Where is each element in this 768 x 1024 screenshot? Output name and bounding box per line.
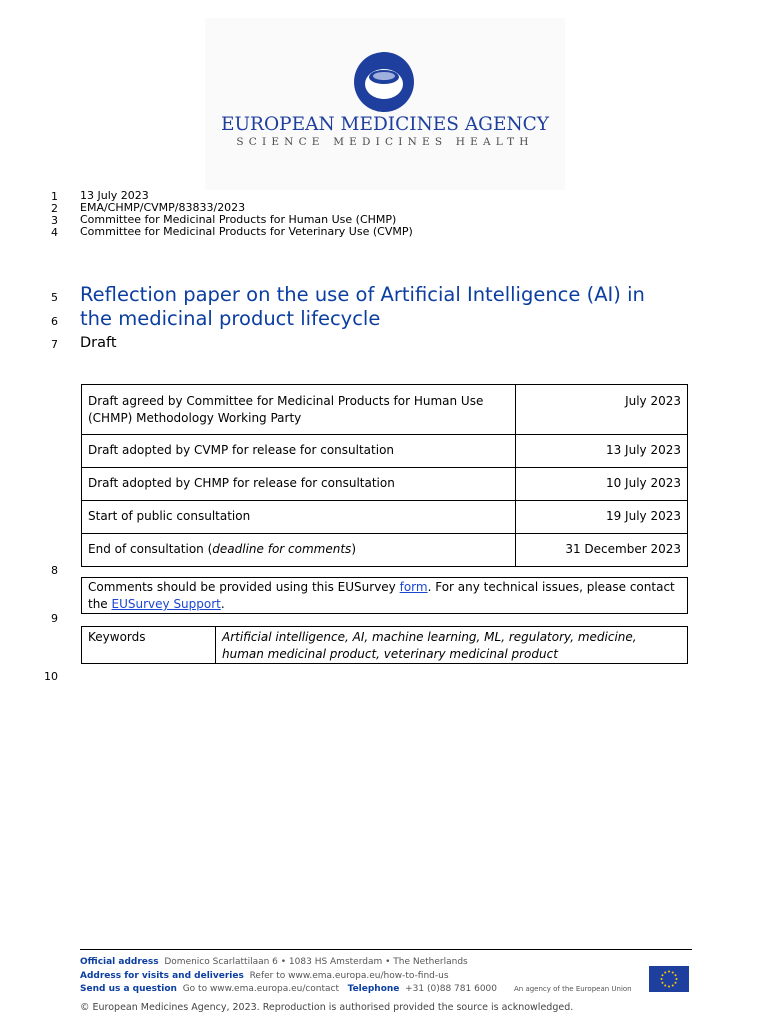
document-date: 13 July 2023 <box>80 189 149 202</box>
line-number: 6 <box>51 315 58 328</box>
label-italic: deadline for comments <box>212 542 352 556</box>
title-line-2: the medicinal product lifecycle <box>80 307 381 330</box>
document-reference: EMA/CHMP/CVMP/83833/2023 <box>80 201 246 214</box>
line-number: 7 <box>51 338 58 351</box>
committee-human: Committee for Medicinal Products for Human Use (CHMP) <box>80 213 397 226</box>
timeline-label <box>82 534 516 567</box>
telephone-value: +31 (0)88 781 6000 <box>405 984 497 994</box>
agency-name: EUROPEAN MEDICINES AGENCY <box>220 114 550 135</box>
title-line-1: Reflection paper on the use of Artificial Intelligence (AI) in <box>80 283 645 306</box>
timeline-label: Draft adopted by CHMP for release for consultation <box>82 468 516 501</box>
question-value: Go to www.ema.europa.eu/contact <box>182 984 340 994</box>
table-row <box>82 627 688 664</box>
line-number: 1 <box>51 190 58 203</box>
official-address-label: Official address <box>80 957 159 967</box>
timeline-date: 13 July 2023 <box>516 435 688 468</box>
eusurvey-support-link[interactable]: EUSurvey Support <box>111 597 221 611</box>
footer-divider <box>80 949 692 950</box>
line-number: 3 <box>51 214 58 227</box>
document-title <box>80 283 700 331</box>
comments-text-3: . <box>220 597 225 611</box>
label-prefix: End of consultation ( <box>88 542 213 556</box>
table-row <box>82 534 688 567</box>
line-number: 8 <box>51 564 58 577</box>
comments-box <box>81 577 688 614</box>
ema-logo-icon <box>353 51 415 113</box>
table-row <box>82 435 688 468</box>
visits-label: Address for visits and deliveries <box>80 971 244 981</box>
table-row <box>82 578 688 614</box>
agency-tagline: SCIENCE MEDICINES HEALTH <box>236 136 534 148</box>
line-number: 5 <box>51 291 58 304</box>
timeline-date: 10 July 2023 <box>516 468 688 501</box>
document-status: Draft <box>80 335 117 351</box>
line-number: 4 <box>51 226 58 239</box>
comments-text-2: . For any technical issues, please contact the <box>88 580 675 611</box>
timeline-date: 19 July 2023 <box>516 501 688 534</box>
label-suffix: ) <box>351 542 356 556</box>
telephone-label: Telephone <box>347 984 400 994</box>
visits-value: Refer to www.ema.europa.eu/how-to-find-us <box>249 971 449 981</box>
line-number: 9 <box>51 612 58 625</box>
timeline-label: Draft agreed by Committee for Medicinal Products for Human Use (CHMP) Methodology Working Party <box>82 385 516 435</box>
footer-visits <box>80 971 449 981</box>
table-row <box>82 501 688 534</box>
eu-flag-icon <box>649 966 689 992</box>
timeline-label: Draft adopted by CVMP for release for consultation <box>82 435 516 468</box>
line-number: 10 <box>44 670 58 683</box>
timeline-date: 31 December 2023 <box>516 534 688 567</box>
keywords-value: Artificial intelligence, AI, machine learning, ML, regulatory, medicine, human medicinal product, veterinary medicinal product <box>216 627 688 664</box>
keywords-label: Keywords <box>82 627 216 664</box>
timeline-date: July 2023 <box>516 385 688 435</box>
eu-agency-note: An agency of the European Union <box>514 985 632 993</box>
eusurvey-form-link[interactable]: form <box>399 580 428 594</box>
footer-contact <box>80 984 497 994</box>
table-row <box>82 468 688 501</box>
timeline-table <box>81 384 688 567</box>
official-address-value: Domenico Scarlattilaan 6 • 1083 HS Amsterdam • The Netherlands <box>164 957 468 967</box>
committee-veterinary: Committee for Medicinal Products for Veterinary Use (CVMP) <box>80 225 413 238</box>
comments-text-1: Comments should be provided using this EUSurvey <box>88 580 400 594</box>
comments-text <box>82 578 688 614</box>
footer-official-address <box>80 957 468 967</box>
keywords-table <box>81 626 688 664</box>
timeline-label: Start of public consultation <box>82 501 516 534</box>
line-number: 2 <box>51 202 58 215</box>
copyright-notice: © European Medicines Agency, 2023. Reproduction is authorised provided the source is acknowledged. <box>80 1002 574 1013</box>
table-row <box>82 385 688 435</box>
question-label: Send us a question <box>80 984 177 994</box>
